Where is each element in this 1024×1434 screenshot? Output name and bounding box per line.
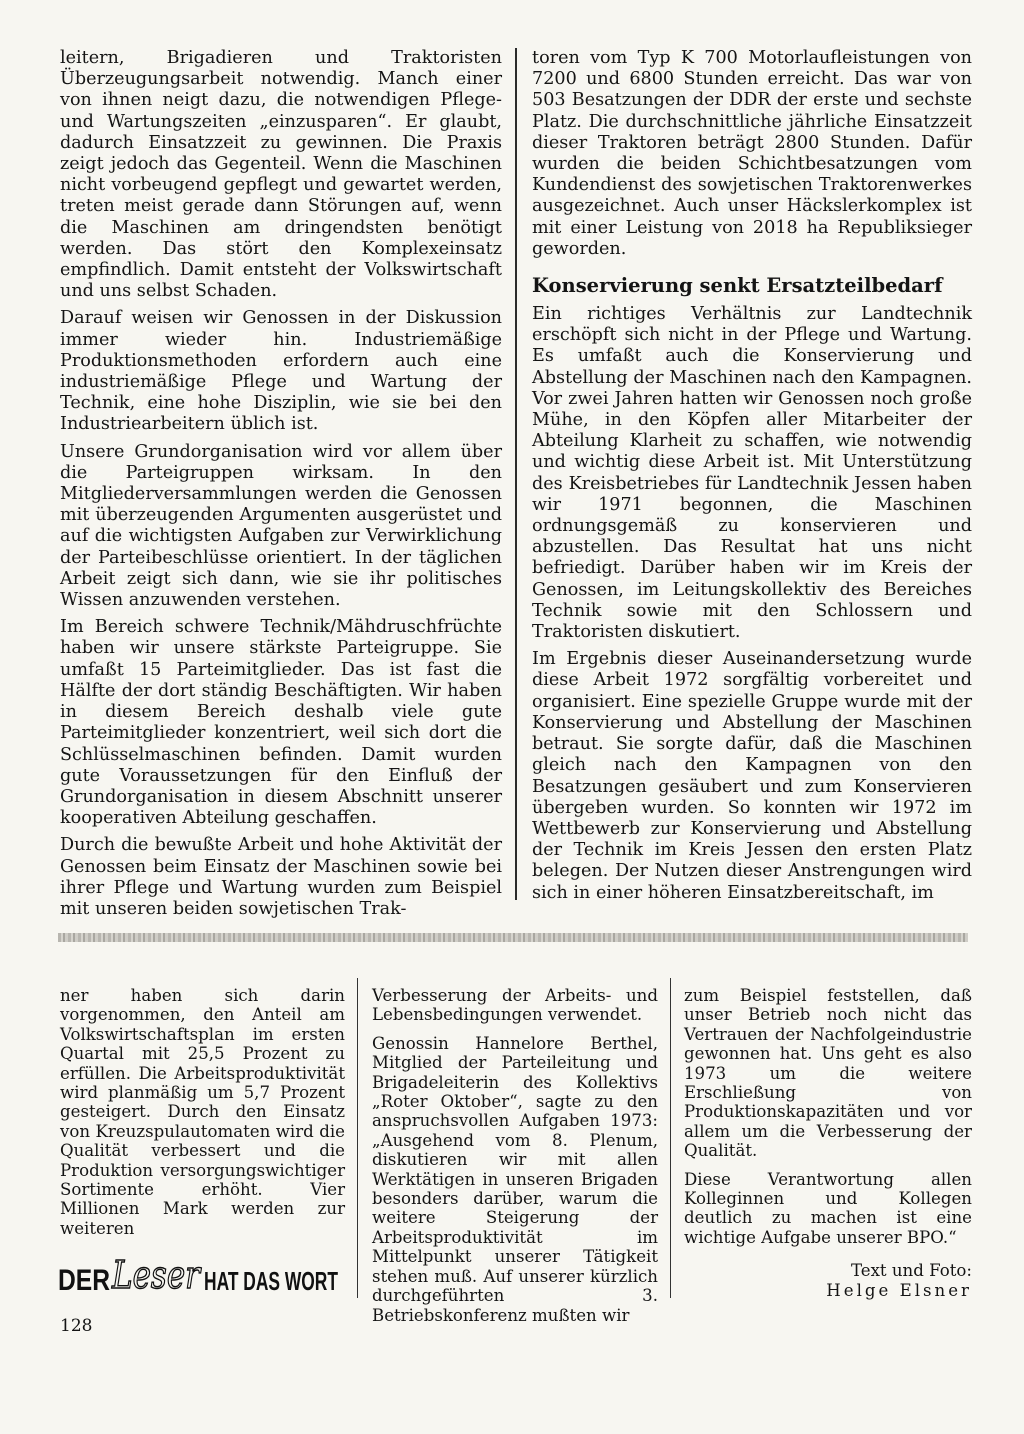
paragraph: Verbesserung der Arbeits- und Lebensbedingungen verwendet.: [372, 986, 658, 1025]
article-column-right: [532, 48, 972, 910]
article-column-left: [60, 48, 502, 926]
letter-column-2: [372, 986, 658, 1334]
logo-leser-script: Leser: [111, 1253, 203, 1297]
letter-column-3: [684, 986, 972, 1300]
paragraph: zum Beispiel feststellen, daß unser Betrieb noch nicht das Vertrauen der Nachfolgeindustrie gewonnen hat. Uns geht es also 1973 um die weitere Erschließung von Produktionskapazitäten und vor allem um die Verbesserung der Qualität.: [684, 986, 972, 1161]
paragraph: ner haben sich darin vorgenommen, den Anteil am Volkswirtschaftsplan im ersten Quartal mit 25,5 Prozent zu erfüllen. Die Arbeitsproduktivität wird planmäßig um 5,7 Prozent gesteigert. Durch den Einsatz von Kreuzspulautomaten wird die Qualität verbessert und die Produktion versorgungswichtiger Sortimente erhöht. Vier Millionen Mark werden zur weiteren: [60, 986, 345, 1238]
paragraph: Im Ergebnis dieser Auseinandersetzung wurde diese Arbeit 1972 sorgfältig vorbereitet und organisiert. Eine spezielle Gruppe wurde mit der Konservierung und Abstellung der Maschinen betraut. Sie sorgte dafür, daß die Maschinen gleich nach den Kampagnen von den Besatzungen gesäubert und zum Konservieren übergeben wurden. So konnten wir 1972 im Wettbewerb zur Konservierung und Abstellung der Technik im Kreis Jessen den ersten Platz belegen. Der Nutzen dieser Anstrengungen wird sich in einer höheren Einsatzbereitschaft, im: [532, 649, 972, 903]
paragraph: Diese Verantwortung allen Kolleginnen und Kollegen deutlich zu machen ist eine wichtige Aufgabe unserer BPO.“: [684, 1169, 972, 1247]
column-divider: [515, 48, 517, 900]
paragraph: Unsere Grundorganisation wird vor allem über die Parteigruppen wirksam. In den Mitgliederversammlungen werden die Genossen mit überzeugenden Argumenten ausgerüstet und auf die wichtigsten Aufgaben zur Verwirklichung der Parteibeschlüsse orientiert. In der täglichen Arbeit zeigt sich dann, wie sie ihr politisches Wissen anzuwenden verstehen.: [60, 441, 502, 611]
paragraph: Durch die bewußte Arbeit und hohe Aktivität der Genossen beim Einsatz der Maschinen sowie bei ihrer Pflege und Wartung wurden zum Beispiel mit unseren beiden sowjetischen Trak-: [60, 835, 502, 919]
column-divider: [357, 978, 358, 1298]
paragraph: Ein richtiges Verhältnis zur Landtechnik erschöpft sich nicht in der Pflege und Wartung. Es umfaßt auch die Konservierung und Abstellung der Maschinen nach den Kampagnen. Vor zwei Jahren hatten wir Genossen noch große Mühe, in den Köpfen aller Mitarbeiter der Abteilung Klarheit zu schaffen, wie notwendig und wichtig diese Arbeit ist. Mit Unterstützung des Kreisbetriebes für Landtechnik Jessen haben wir 1971 begonnen, die Maschinen ordnungsgemäß zu konservieren und abzustellen. Das Resultat hat uns nicht befriedigt. Darüber haben wir im Kreis der Genossen, im Leitungskollektiv des Bereiches Technik sowie mit den Schlossern und Traktoristen diskutiert.: [532, 304, 972, 643]
page-number: 128: [60, 1316, 93, 1336]
column-divider: [670, 978, 671, 1298]
logo-der: DER: [58, 1264, 111, 1297]
letter-column-1: [60, 986, 345, 1247]
byline: [684, 1261, 972, 1300]
paragraph: Darauf weisen wir Genossen in der Diskussion immer wieder hin. Industriemäßige Produktionsmethoden erfordern auch eine industriemäßige Pflege und Wartung der Technik, eine hohe Disziplin, wie sie bei den Industriearbeitern üblich ist.: [60, 308, 502, 435]
paragraph: leitern, Brigadieren und Traktoristen Überzeugungsarbeit notwendig. Manch einer von ihnen neigt dazu, die notwendigen Pflege- und Wartungszeiten „einzusparen“. Er glaubt, dadurch Einsatzzeit zu gewinnen. Die Praxis zeigt jedoch das Gegenteil. Wenn die Maschinen nicht vorbeugend gepflegt und gewartet werden, treten meist gerade dann Störungen auf, wenn die Maschinen am dringendsten benötigt werden. Das stört den Komplexeinsatz empfindlich. Damit entsteht der Volkswirtschaft und uns selbst Schaden.: [60, 48, 502, 302]
byline-name: Helge Elsner: [826, 1280, 972, 1300]
der-leser-hat-das-wort-logo: [58, 1248, 340, 1300]
byline-label: Text und Foto:: [850, 1261, 972, 1281]
paragraph: Genossin Hannelore Berthel, Mitglied der Parteileitung und Brigadeleiterin des Kollektivs „Roter Oktober“, sagte zu den anspruchsvollen Aufgaben 1973: „Ausgehend vom 8. Plenum, diskutieren wir mit allen Werktätigen in unseren Brigaden besonders darüber, warum die weitere Steigerung der Arbeitsproduktivität im Mittelpunkt unserer Tätigkeit stehen muß. Auf unserer kürzlich durchgeführten 3. Betriebskonferenz mußten wir: [372, 1033, 658, 1325]
paragraph: toren vom Typ K 700 Motorlaufleistungen von 7200 und 6800 Stunden erreicht. Das war von 503 Besatzungen der DDR der erste und sechste Platz. Die durchschnittliche jährliche Einsatzzeit dieser Traktoren beträgt 2800 Stunden. Dafür wurden die beiden Schichtbesatzungen vom Kundendienst des sowjetischen Traktorenwerkes ausgezeichnet. Auch unser Häckslerkomplex ist mit einer Leistung von 2018 ha Republiksieger geworden.: [532, 48, 972, 259]
logo-hat-das-wort: HAT DAS WORT: [204, 1266, 339, 1296]
section-heading: Konservierung senkt Ersatzteilbedarf: [532, 274, 943, 298]
halftone-separator: [58, 933, 968, 942]
paragraph: Im Bereich schwere Technik/Mähdruschfrüchte haben wir unsere stärkste Parteigruppe. Sie umfaßt 15 Parteimitglieder. Das ist fast die Hälfte der dort ständig Beschäftigten. Wir haben in diesem Bereich deshalb viele gute Parteimitglieder konzentriert, weil sich dort die Schlüsselmaschinen befinden. Damit wurden gute Voraussetzungen für den Einfluß der Grundorganisation in diesem Abschnitt unserer kooperativen Abteilung geschaffen.: [60, 617, 502, 829]
